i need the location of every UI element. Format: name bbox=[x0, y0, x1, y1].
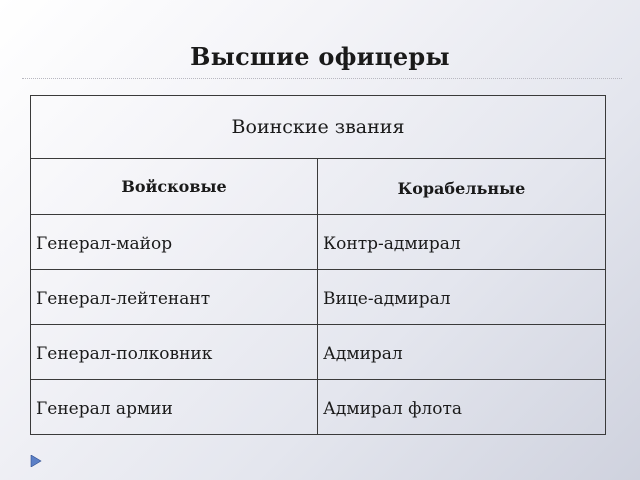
table-row bbox=[31, 380, 606, 435]
column-header-cell bbox=[31, 159, 318, 215]
play-arrow-shape bbox=[30, 455, 42, 467]
table-header-row bbox=[31, 96, 606, 159]
cell-text: Генерал-лейтенант bbox=[36, 289, 211, 309]
cell-text: Генерал-полковник bbox=[36, 344, 213, 364]
table-row bbox=[31, 215, 606, 270]
table-cell bbox=[318, 270, 606, 325]
table-subheader-row bbox=[31, 159, 606, 215]
column-header-cell bbox=[318, 159, 606, 215]
table-cell bbox=[31, 270, 318, 325]
cell-text: Вице-адмирал bbox=[323, 289, 451, 309]
cell-text: Адмирал bbox=[323, 344, 403, 364]
cell-text: Адмирал флота bbox=[323, 399, 462, 419]
title-divider bbox=[22, 78, 622, 79]
column-header-navy: Корабельные bbox=[397, 179, 526, 198]
table-row bbox=[31, 325, 606, 380]
slide-title: Высшие офицеры bbox=[190, 42, 450, 71]
play-arrow-icon[interactable] bbox=[30, 452, 42, 464]
cell-text: Контр-адмирал bbox=[323, 234, 461, 254]
cell-text: Генерал армии bbox=[36, 399, 173, 419]
table-cell bbox=[31, 325, 318, 380]
ranks-table bbox=[30, 95, 606, 435]
table-header-label: Воинские звания bbox=[231, 116, 405, 138]
table-cell bbox=[318, 380, 606, 435]
table-cell bbox=[31, 215, 318, 270]
table-cell bbox=[31, 380, 318, 435]
table-cell bbox=[318, 215, 606, 270]
column-header-army: Войсковые bbox=[121, 177, 227, 196]
cell-text: Генерал-майор bbox=[36, 234, 173, 254]
table-header-cell bbox=[31, 96, 606, 159]
table-row bbox=[31, 270, 606, 325]
table-cell bbox=[318, 325, 606, 380]
